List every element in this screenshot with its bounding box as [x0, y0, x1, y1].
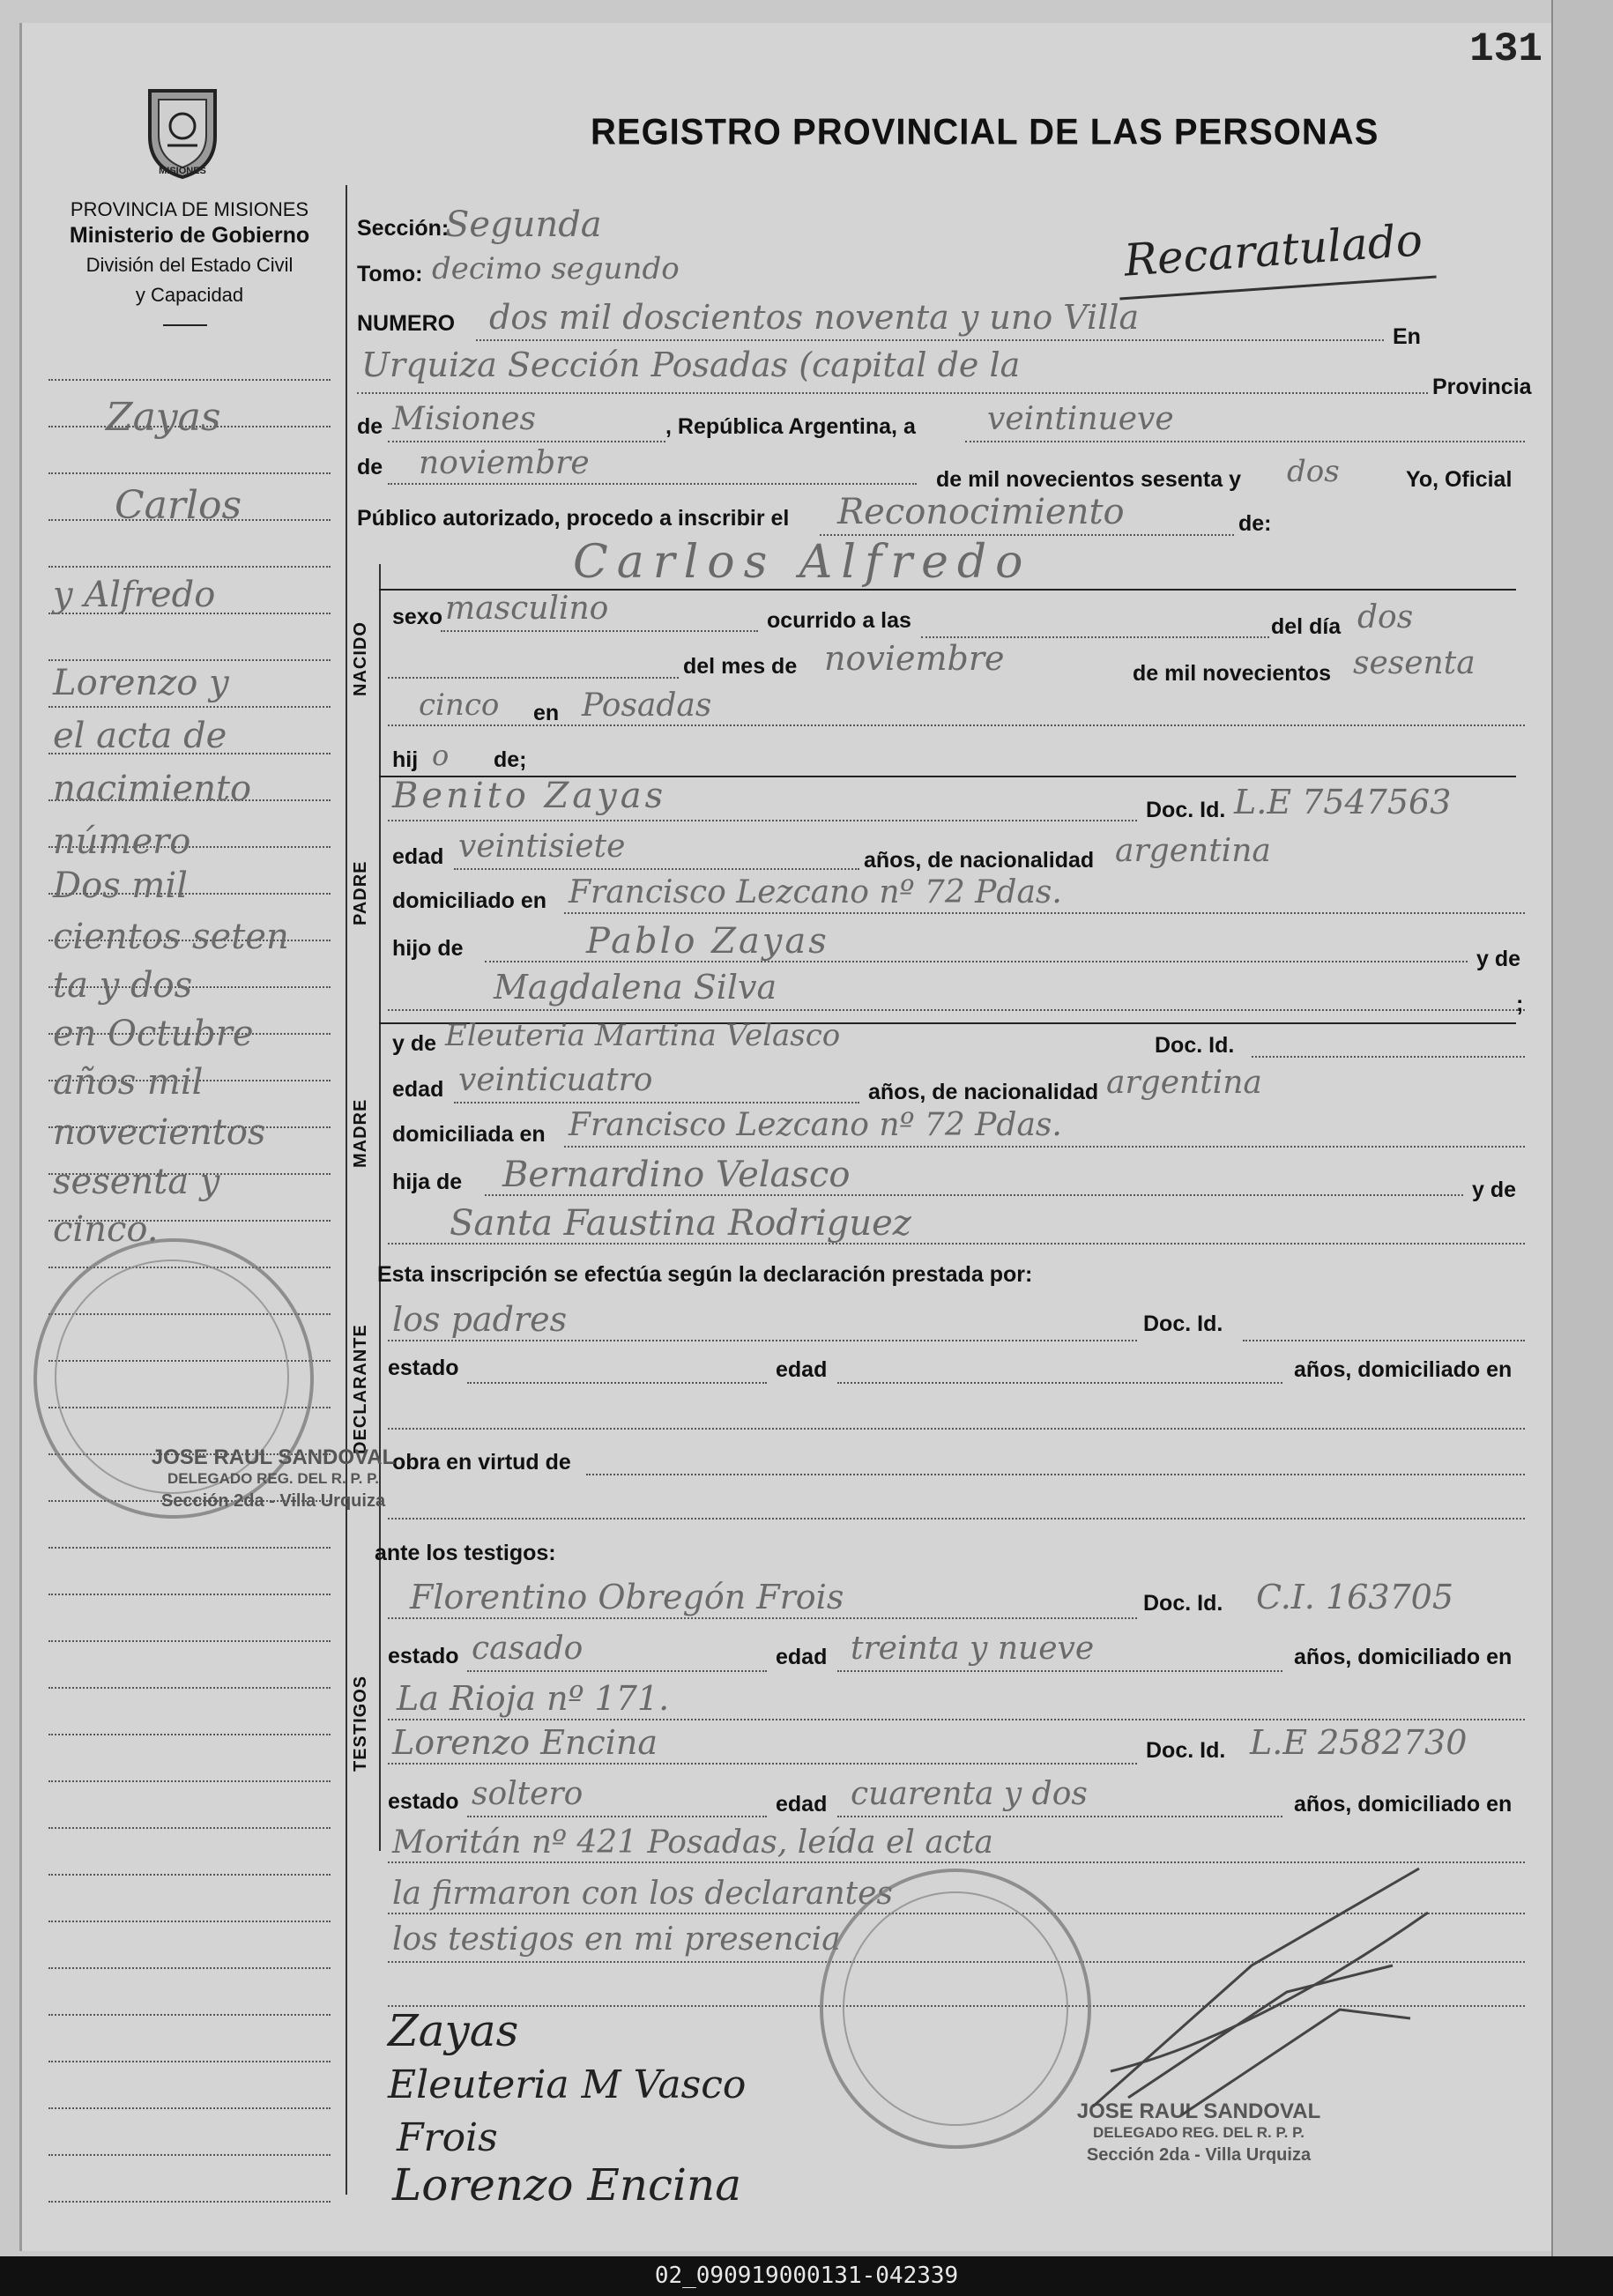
declarante-edad-line [837, 1382, 1282, 1384]
image-id-footer: 02_090919000131-042339 [0, 2256, 1613, 2296]
testigo2-estado-line [467, 1816, 767, 1817]
mil-novecientos-value: sesenta [1353, 645, 1475, 681]
declarante-edad-label: edad [776, 1357, 828, 1382]
name-value: Carlos Alfredo [573, 536, 1032, 589]
right-stamp-name: JOSE RAUL SANDOVAL [1076, 2099, 1321, 2123]
padre-dom-value: Francisco Lezcano nº 72 Pdas. [569, 874, 1062, 910]
en-birth-label: en [533, 701, 560, 725]
publico-value: Reconocimiento [837, 492, 1125, 532]
header-underline [163, 324, 207, 326]
de2-label: de [357, 455, 383, 479]
margin-note-line: cinco. [53, 1209, 159, 1250]
testigo2-name-line [388, 1763, 1137, 1765]
madre-yde-label: y de [392, 1031, 437, 1056]
madre-nac-value: argentina [1106, 1065, 1262, 1101]
signature-2: Eleuteria M Vasco [388, 2062, 747, 2107]
birth-place-line [388, 724, 1525, 726]
testigo1-estado-line [467, 1670, 767, 1672]
hij-value: o [432, 739, 450, 772]
madre-doc-label: Doc. Id. [1155, 1033, 1235, 1058]
margin-note-line: número [53, 821, 191, 862]
numero-value: dos mil doscientos noventa y uno Villa [489, 298, 1140, 337]
padre-dom-label: domiciliado en [392, 888, 547, 913]
binding-edge [1551, 0, 1613, 2256]
declarante-obra-line [586, 1474, 1525, 1475]
testigo1-doc-label: Doc. Id. [1143, 1591, 1223, 1616]
testigos-intro: ante los testigos: [375, 1541, 556, 1565]
madre-madre2-line [388, 1243, 1525, 1245]
madre-dom-line [564, 1146, 1525, 1148]
mil-value: dos [1287, 454, 1340, 489]
en-birth-value: Posadas [582, 687, 712, 724]
margin-note-line: nacimiento [53, 769, 252, 809]
tomo-value: decimo segundo [432, 251, 680, 286]
declarante-estado-label: estado [388, 1356, 459, 1380]
left-stamp-role: DELEGADO REG. DEL R. P. P. [167, 1470, 379, 1487]
a-value: veintinueve [987, 401, 1174, 437]
division-heading-2: y Capacidad [135, 284, 244, 306]
margin-note-line: novecientos [53, 1112, 266, 1153]
margin-note-line: el acta de [53, 716, 227, 756]
padre-hijo-label: hijo de [392, 936, 464, 961]
padre-nac-label: años, de nacionalidad [864, 848, 1095, 873]
declarante-extra-line [388, 1518, 1525, 1520]
testigo2-edad-label: edad [776, 1792, 828, 1817]
declarante-anos-label: años, domiciliado en [1294, 1357, 1513, 1382]
seccion-label: Sección: [357, 216, 450, 241]
padre-hijo-value: Pablo Zayas [586, 921, 829, 962]
madre-side-label: MADRE [351, 1098, 370, 1168]
madre-doc-line [1252, 1056, 1525, 1058]
margin-note-line: Carlos [115, 483, 242, 528]
provincia-label: Provincia [1432, 375, 1532, 399]
testigo2-edad-line [837, 1816, 1282, 1817]
declarante-side-label: DECLARANTE [351, 1324, 370, 1454]
testigo1-name-line [388, 1617, 1137, 1619]
sexo-line [441, 630, 758, 632]
de-value: Misiones [392, 401, 537, 437]
mil-label: de mil novecientos sesenta y [936, 467, 1241, 492]
madre-dom-value: Francisco Lezcano nº 72 Pdas. [569, 1107, 1062, 1143]
column-divider [346, 185, 347, 2195]
numero-label: NUMERO [357, 311, 456, 336]
year-value: cinco [419, 687, 500, 723]
de3-label: de: [1238, 511, 1272, 536]
de-label: de [357, 414, 383, 439]
nacido-side-label: NACIDO [351, 621, 370, 696]
signature-3: Frois [397, 2115, 498, 2160]
testigo1-estado-label: estado [388, 1644, 459, 1668]
mil-novecientos-label: de mil novecientos [1133, 661, 1332, 686]
line2-line [357, 392, 1428, 394]
padre-yde-label: y de [1476, 947, 1521, 971]
testigo1-estado-value: casado [472, 1631, 584, 1667]
padre-name: Benito Zayas [392, 776, 667, 816]
margin-note-line: ta y dos [53, 965, 193, 1006]
declarante-obra-label: obra en virtud de [392, 1450, 571, 1475]
margin-note-line: sesenta y [53, 1162, 220, 1202]
madre-nac-label: años, de nacionalidad [868, 1080, 1099, 1104]
testigos-side-label: TESTIGOS [351, 1675, 370, 1772]
padre-madre-value: Magdalena Silva [494, 968, 777, 1007]
margin-note-line: Zayas [106, 395, 221, 440]
testigo2-estado-label: estado [388, 1789, 459, 1814]
annotation-recaratulado: Recaratulado [1122, 214, 1424, 286]
margin-note-line: Dos mil [53, 866, 188, 906]
padre-hijo-line [485, 961, 1468, 962]
ministry-heading: Ministerio de Gobierno [69, 223, 310, 248]
margin-note-line: en Octubre [53, 1014, 254, 1054]
hij-label: hij [392, 747, 419, 772]
ocurrido-label: ocurrido a las [767, 608, 911, 633]
hij-de-label: de; [494, 747, 527, 772]
padre-edad-value: veintisiete [458, 828, 626, 865]
crest-label: MISIONES [159, 166, 206, 176]
declarante-name: los padres [392, 1300, 568, 1339]
dia-value: dos [1357, 599, 1414, 635]
mes-value: noviembre [824, 639, 1005, 678]
madre-hija-label: hija de [392, 1170, 463, 1194]
mes-label: del mes de [683, 654, 798, 679]
madre-hija-line [485, 1194, 1463, 1196]
madre-edad-line [454, 1102, 859, 1103]
madre-name: Eleuteria Martina Velasco [445, 1018, 841, 1053]
sexo-label: sexo [392, 605, 442, 629]
padre-madre-line [388, 1009, 1525, 1011]
testigo1-dom-line [388, 1719, 1525, 1720]
padre-semicolon: ; [1516, 992, 1524, 1016]
numero-line [476, 339, 1384, 341]
line2-value: Urquiza Sección Posadas (capital de la [361, 346, 1021, 384]
testigo1-anos-label: años, domiciliado en [1294, 1645, 1513, 1669]
testigo2-dom-value: Moritán nº 421 Posadas, leída el acta [392, 1824, 993, 1861]
padre-edad-line [454, 868, 859, 870]
testigo1-edad-value: treinta y nueve [851, 1631, 1095, 1667]
document-title: REGISTRO PROVINCIAL DE LAS PERSONAS [591, 111, 1379, 153]
folio-number: 131 [1469, 26, 1542, 72]
testigo2-doc-label: Doc. Id. [1146, 1738, 1226, 1763]
declarante-doc-line [1243, 1340, 1525, 1341]
padre-doc-value: L.E 7547563 [1234, 783, 1452, 821]
en-label: En [1393, 324, 1421, 349]
margin-note-line: Lorenzo y [53, 663, 229, 703]
testigo2-edad-value: cuarenta y dos [851, 1776, 1088, 1812]
madre-dom-label: domiciliada en [392, 1122, 546, 1147]
testigo2-estado-value: soltero [472, 1776, 584, 1812]
tomo-label: Tomo: [357, 262, 423, 286]
closing-line-1: la firmaron con los declarantes [392, 1876, 893, 1912]
side-column-divider-2 [379, 1296, 381, 1851]
margin-note-line: cientos seten [53, 917, 289, 957]
padre-dom-line [564, 912, 1525, 914]
closing-line-2: los testigos en mi presencia [392, 1921, 841, 1958]
padre-nac-value: argentina [1115, 833, 1271, 869]
province-heading: PROVINCIA DE MISIONES [70, 198, 309, 220]
testigo2-doc-value: L.E 2582730 [1250, 1723, 1468, 1762]
margin-note-line: años mil [53, 1062, 204, 1103]
padre-side-label: PADRE [351, 860, 370, 925]
testigo1-edad-line [837, 1670, 1282, 1672]
signature-1: Zayas [388, 2005, 519, 2056]
declarante-estado-line [467, 1382, 767, 1384]
margin-note-line: y Alfredo [53, 575, 216, 615]
dia-label: del día [1271, 614, 1342, 639]
padre-doc-label: Doc. Id. [1146, 798, 1226, 822]
declarante-dom-line [388, 1428, 1525, 1430]
madre-edad-value: veinticuatro [458, 1062, 653, 1098]
testigo2-name: Lorenzo Encina [392, 1723, 658, 1762]
de2-value: noviembre [419, 445, 590, 481]
ocurrido-line [921, 636, 1269, 638]
seccion-value: Segunda [445, 204, 602, 245]
declarante-intro: Esta inscripción se efectúa según la declaración prestada por: [377, 1262, 1033, 1287]
padre-name-line [388, 820, 1137, 821]
madre-madre2-value: Santa Faustina Rodriguez [450, 1203, 911, 1244]
madre-edad-label: edad [392, 1077, 444, 1102]
testigo1-dom-value: La Rioja nº 171. [397, 1679, 670, 1718]
right-stamp-place: Sección 2da - Villa Urquiza [1086, 2145, 1312, 2165]
testigo1-doc-value: C.I. 163705 [1256, 1578, 1454, 1616]
padre-edad-label: edad [392, 844, 444, 869]
signature-4: Lorenzo Encina [392, 2159, 742, 2211]
left-stamp-place: Sección 2da - Villa Urquiza [160, 1491, 386, 1511]
republica-label: , República Argentina, a [665, 414, 916, 439]
oficial-label: Yo, Oficial [1406, 467, 1513, 492]
mes-prefix-line [388, 677, 679, 679]
testigo1-edad-label: edad [776, 1645, 828, 1669]
de-line [388, 441, 665, 442]
madre-yde2-label: y de [1472, 1178, 1517, 1202]
testigo1-name: Florentino Obregón Frois [410, 1578, 844, 1616]
declarante-doc-label: Doc. Id. [1143, 1311, 1223, 1336]
a-line [965, 441, 1525, 442]
right-stamp-role: DELEGADO REG. DEL R. P. P. [1093, 2124, 1305, 2141]
declarante-name-line [388, 1340, 1137, 1341]
division-heading: División del Estado Civil [85, 254, 294, 276]
testigo2-anos-label: años, domiciliado en [1294, 1792, 1513, 1817]
madre-hija-value: Bernardino Velasco [502, 1155, 851, 1195]
publico-label: Público autorizado, procedo a inscribir el [357, 506, 790, 531]
de2-line [388, 483, 917, 485]
official-signature-icon [1075, 1860, 1446, 2124]
left-stamp-name: JOSE RAUL SANDOVAL [151, 1445, 396, 1469]
sexo-value: masculino [445, 591, 609, 627]
